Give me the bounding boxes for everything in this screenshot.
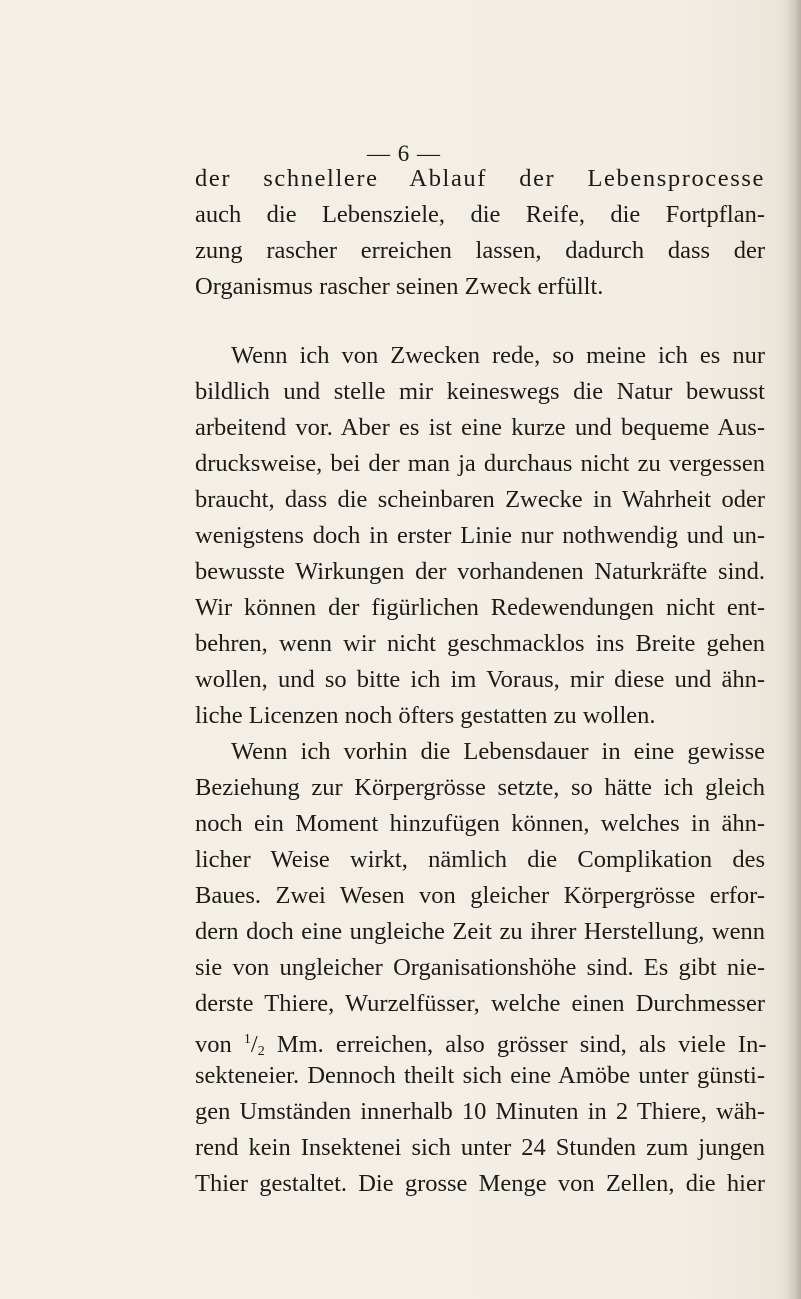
- text-line: Beziehung zur Körpergrösse setzte, so hätte ich gleich: [195, 774, 765, 801]
- text-line: Thier gestaltet. Die grosse Menge von Zellen, die hier: [195, 1170, 765, 1197]
- text-line: arbeitend vor. Aber es ist eine kurze und bequeme Aus-: [195, 414, 765, 441]
- text-line: wollen, und so bitte ich im Voraus, mir diese und ähn-: [195, 666, 765, 693]
- text-line: Wenn ich von Zwecken rede, so meine ich es nur: [231, 342, 765, 369]
- text-line: zung rascher erreichen lassen, dadurch dass der: [195, 237, 765, 264]
- text-line: auch die Lebensziele, die Reife, die Fortpflan-: [195, 201, 765, 228]
- text-fragment: Mm. erreichen, also grösser sind, als viele In-: [276, 1031, 767, 1058]
- text-fragment: von: [195, 1031, 232, 1058]
- text-line: wenigstens doch in erster Linie nur nothwendig und un-: [195, 522, 765, 549]
- fraction-slash: /: [250, 1031, 258, 1058]
- page-number: — 6 —: [367, 141, 441, 166]
- text-line: rend kein Insektenei sich unter 24 Stunden zum jungen: [195, 1134, 765, 1161]
- text-line: Baues. Zwei Wesen von gleicher Körpergrösse erfor-: [195, 882, 765, 909]
- fraction-denominator: 2: [257, 1044, 265, 1059]
- text-line: sie von ungleicher Organisationshöhe sind. Es gibt nie-: [195, 954, 765, 981]
- text-line: bildlich und stelle mir keineswegs die Natur bewusst: [195, 378, 765, 405]
- text-line: behren, wenn wir nicht geschmacklos ins Breite gehen: [195, 630, 765, 657]
- text-line: sekteneier. Dennoch theilt sich eine Amöbe unter günsti-: [195, 1062, 765, 1089]
- fraction: [244, 1031, 265, 1058]
- text-line: drucksweise, bei der man ja durchaus nicht zu vergessen: [195, 450, 765, 477]
- text-line: Wir können der figürlichen Redewendungen nicht ent-: [195, 594, 765, 621]
- text-line: der schnellere Ablauf der Lebensprocesse: [195, 165, 765, 192]
- text-line: licher Weise wirkt, nämlich die Complikation des: [195, 846, 765, 873]
- text-line: bewusste Wirkungen der vorhandenen Naturkräfte sind.: [195, 558, 765, 585]
- text-line: dern doch eine ungleiche Zeit zu ihrer Herstellung, wenn: [195, 918, 765, 945]
- text-line-with-fraction: [195, 1022, 765, 1058]
- text-line: gen Umständen innerhalb 10 Minuten in 2 Thiere, wäh-: [195, 1098, 765, 1125]
- text-line: braucht, dass die scheinbaren Zwecke in Wahrheit oder: [195, 486, 765, 513]
- text-line: derste Thiere, Wurzelfüsser, welche einen Durchmesser: [195, 990, 765, 1017]
- fraction-numerator: 1: [243, 1032, 251, 1047]
- text-line: Organismus rascher seinen Zweck erfüllt.: [195, 273, 604, 300]
- text-line: Wenn ich vorhin die Lebensdauer in eine gewisse: [231, 738, 765, 765]
- text-line: noch ein Moment hinzufügen können, welches in ähn-: [195, 810, 765, 837]
- text-line: liche Licenzen noch öfters gestatten zu wollen.: [195, 702, 656, 729]
